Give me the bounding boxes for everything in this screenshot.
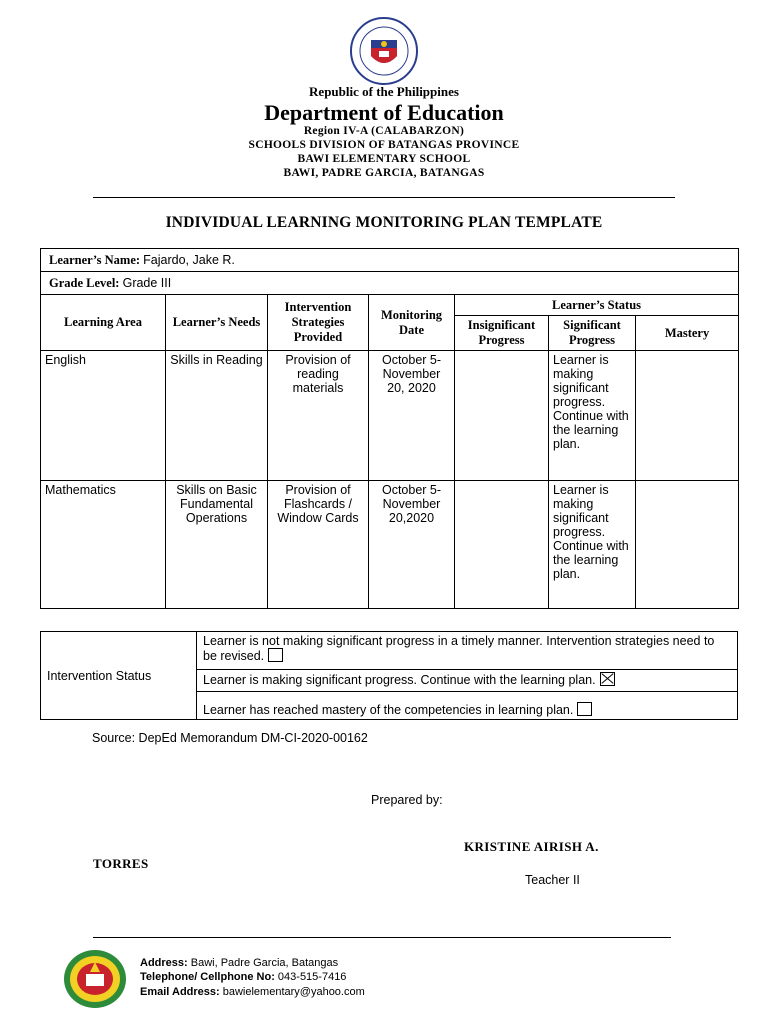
status-option-text: Learner is making significant progress. Continue with the learning plan. — [203, 673, 596, 687]
status-option-text: Learner is not making significant progress in a timely manner. Intervention strategies need to be revised. — [203, 634, 715, 663]
row-area: Mathematics — [41, 481, 166, 609]
row-mastery — [636, 351, 739, 481]
department-heading: Department of Education — [264, 100, 504, 125]
header-strategies: Intervention Strategies Provided — [268, 295, 369, 351]
header-insignificant: Insignificant Progress — [455, 316, 549, 351]
header-divider — [93, 197, 675, 198]
signatory-role: Teacher II — [525, 873, 580, 887]
header-significant: Significant Progress — [549, 316, 636, 351]
school-line: BAWI ELEMENTARY SCHOOL — [297, 153, 471, 165]
signatory-name-first: KRISTINE AIRISH A. — [464, 839, 599, 854]
footer-email-value[interactable]: bawielementary@yahoo.com — [222, 986, 365, 998]
row-needs: Skills in Reading — [166, 351, 268, 481]
footer-phone — [140, 971, 346, 983]
checkbox-significant[interactable] — [600, 672, 615, 686]
status-option-significant — [197, 670, 738, 692]
row-date: October 5- November 20, 2020 — [369, 351, 455, 481]
checkbox-mastery[interactable] — [577, 702, 592, 716]
row-area: English — [41, 351, 166, 481]
header-learning-area: Learning Area — [41, 295, 166, 351]
learning-plan-table — [40, 248, 739, 609]
footer-address-value: Bawi, Padre Garcia, Batangas — [190, 957, 339, 969]
status-option-not-significant — [197, 632, 738, 670]
learner-name-row — [41, 249, 739, 272]
division-line: SCHOOLS DIVISION OF BATANGAS PROVINCE — [248, 139, 520, 151]
table-row — [41, 351, 739, 481]
row-strategy: Provision of Flashcards / Window Cards — [268, 481, 369, 609]
footer-address — [140, 957, 338, 969]
footer-email — [140, 986, 365, 998]
header-learner-status: Learner’s Status — [455, 295, 739, 316]
status-option-mastery — [197, 692, 738, 720]
grade-level-label: Grade Level: — [49, 275, 120, 290]
learner-name-label: Learner’s Name: — [49, 252, 141, 267]
grade-level-value: Grade III — [122, 275, 172, 290]
table-row — [41, 481, 739, 609]
footer-address-label: Address: — [140, 957, 188, 969]
row-strategy: Provision of reading materials — [268, 351, 369, 481]
region-line: Region IV-A (CALABARZON) — [303, 125, 465, 137]
footer-email-label: Email Address: — [140, 986, 220, 998]
intervention-status-label: Intervention Status — [41, 632, 197, 720]
deped-seal-logo — [349, 16, 419, 86]
status-option-text: Learner has reached mastery of the competencies in learning plan. — [203, 703, 574, 717]
row-needs: Skills on Basic Fundamental Operations — [166, 481, 268, 609]
school-logo — [62, 948, 128, 1010]
row-date: October 5- November 20,2020 — [369, 481, 455, 609]
address-line: BAWI, PADRE GARCIA, BATANGAS — [283, 167, 485, 179]
source-note: Source: DepEd Memorandum DM-CI-2020-00162 — [92, 731, 368, 745]
republic-heading: Republic of the Philippines — [309, 84, 459, 99]
header-monitoring-date: Monitoring Date — [369, 295, 455, 351]
prepared-by-label: Prepared by: — [371, 793, 443, 807]
row-insignificant — [455, 481, 549, 609]
signatory-name-last: TORRES — [93, 856, 149, 871]
learner-name-value: Fajardo, Jake R. — [143, 252, 235, 267]
intervention-status-table — [40, 631, 738, 720]
footer-phone-value: 043-515-7416 — [277, 971, 347, 983]
row-significant: Learner is making significant progress. Continue with the learning plan. — [549, 351, 636, 481]
row-insignificant — [455, 351, 549, 481]
row-significant: Learner is making significant progress. Continue with the learning plan. — [549, 481, 636, 609]
checkbox-not-significant[interactable] — [268, 648, 283, 662]
footer-divider — [93, 937, 671, 938]
grade-level-row — [41, 272, 739, 295]
document-title: INDIVIDUAL LEARNING MONITORING PLAN TEMPLATE — [165, 214, 603, 231]
footer-phone-label: Telephone/ Cellphone No: — [140, 971, 275, 983]
header-needs: Learner’s Needs — [166, 295, 268, 351]
row-mastery — [636, 481, 739, 609]
header-mastery: Mastery — [636, 316, 739, 351]
